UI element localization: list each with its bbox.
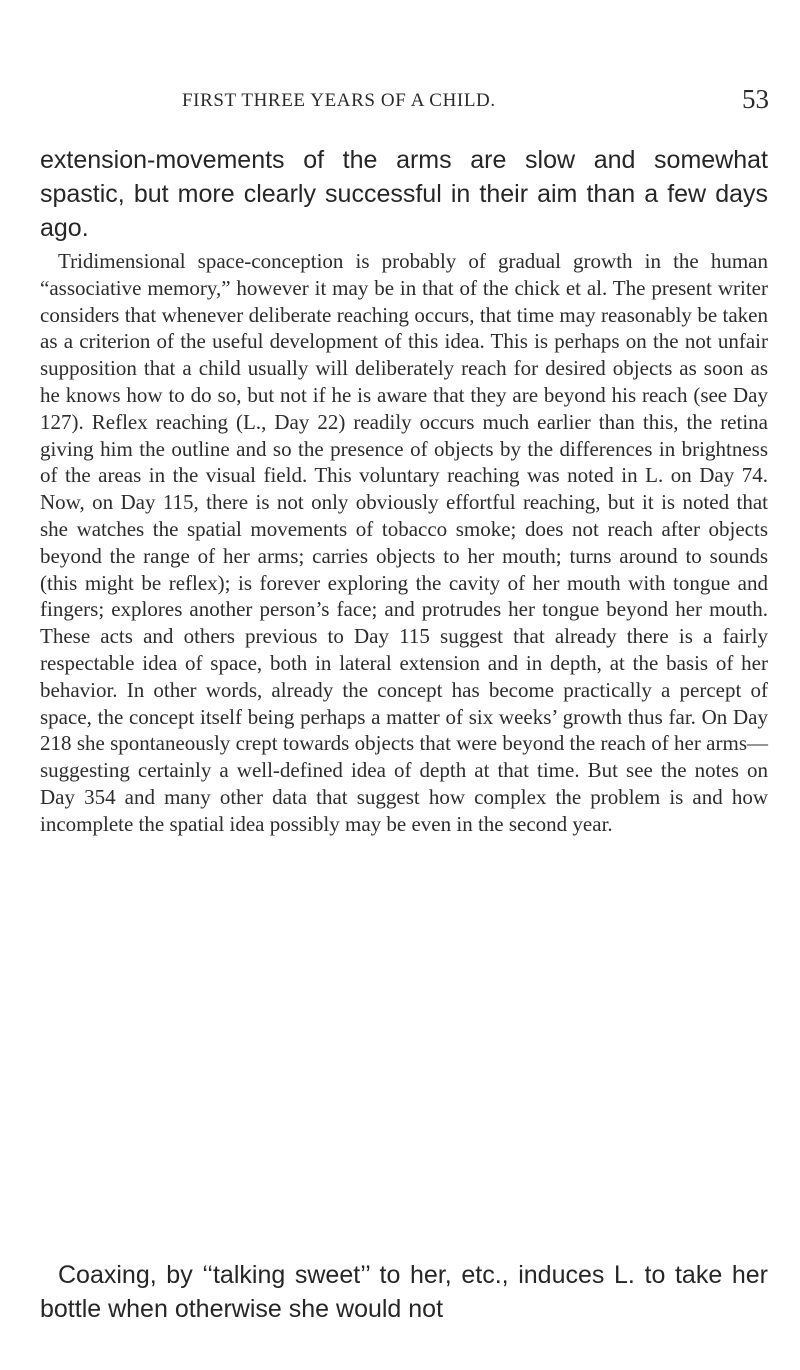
paragraph-text: Tridimensional space-conception is probably of gradual growth in the human “associative memory,” however it may be in that of the chick et al. The present writer considers that whenever deliberate reaching occurs, that time may reasonably be taken as a criterion of the useful development of this idea. This is perhaps on the not unfair supposition that a child usually will deliberately reach for desired objects as soon as he knows how to do so, but not if he is aware that they are beyond his reach (see Day 127). Reflex reaching (L., Day 22) readily occurs much earlier than this, the retina giving him the outline and so the presence of objects by the differences in brightness of the areas in the visual field. This voluntary reaching was noted in L. on Day 74. Now, on Day 115, there is not only obviously effortful reaching, but it is noted that she watches the spatial movements of tobacco smoke; does not reach after objects beyond the range of her arms; carries objects to her mouth; turns around to sounds (this might be reflex); is forever exploring the cavity of her mouth with tongue and fingers; explores another person’s face; and protrudes her tongue beyond her mouth. These acts and others previous to Day 115 suggest that already there is a fairly respectable idea of space, both in lateral extension and in depth, at the basis of her behavior. In other words, already the concept has become practically a percept of space, the concept itself being perhaps a matter of six weeks’ growth thus far. On Day 218 she spontaneously crept towards objects that were beyond the reach of her arms—suggesting certainly a well-defined idea of depth at that time. But see the notes on Day 354 and many other data that suggest how complex the problem is and how incomplete the spatial idea possibly may be even in the second year. xyxy=(40,249,768,836)
paragraph-text: extension-movements of the arms are slow and somewhat spastic, but more clearly successful in their aim than a few days ago. xyxy=(40,146,768,242)
page-number: 53 xyxy=(742,84,769,114)
running-title: FIRST THREE YEARS OF A CHILD. xyxy=(182,90,496,111)
paragraph-continued xyxy=(40,143,768,245)
paragraph-text: Coaxing, by ‘‘talking sweet’’ to her, etc., induces L. to take her bottle when otherwise she would not xyxy=(40,1261,768,1323)
paragraph-space-conception xyxy=(40,248,768,838)
paragraph-coaxing xyxy=(40,1258,768,1326)
running-head xyxy=(0,86,800,122)
